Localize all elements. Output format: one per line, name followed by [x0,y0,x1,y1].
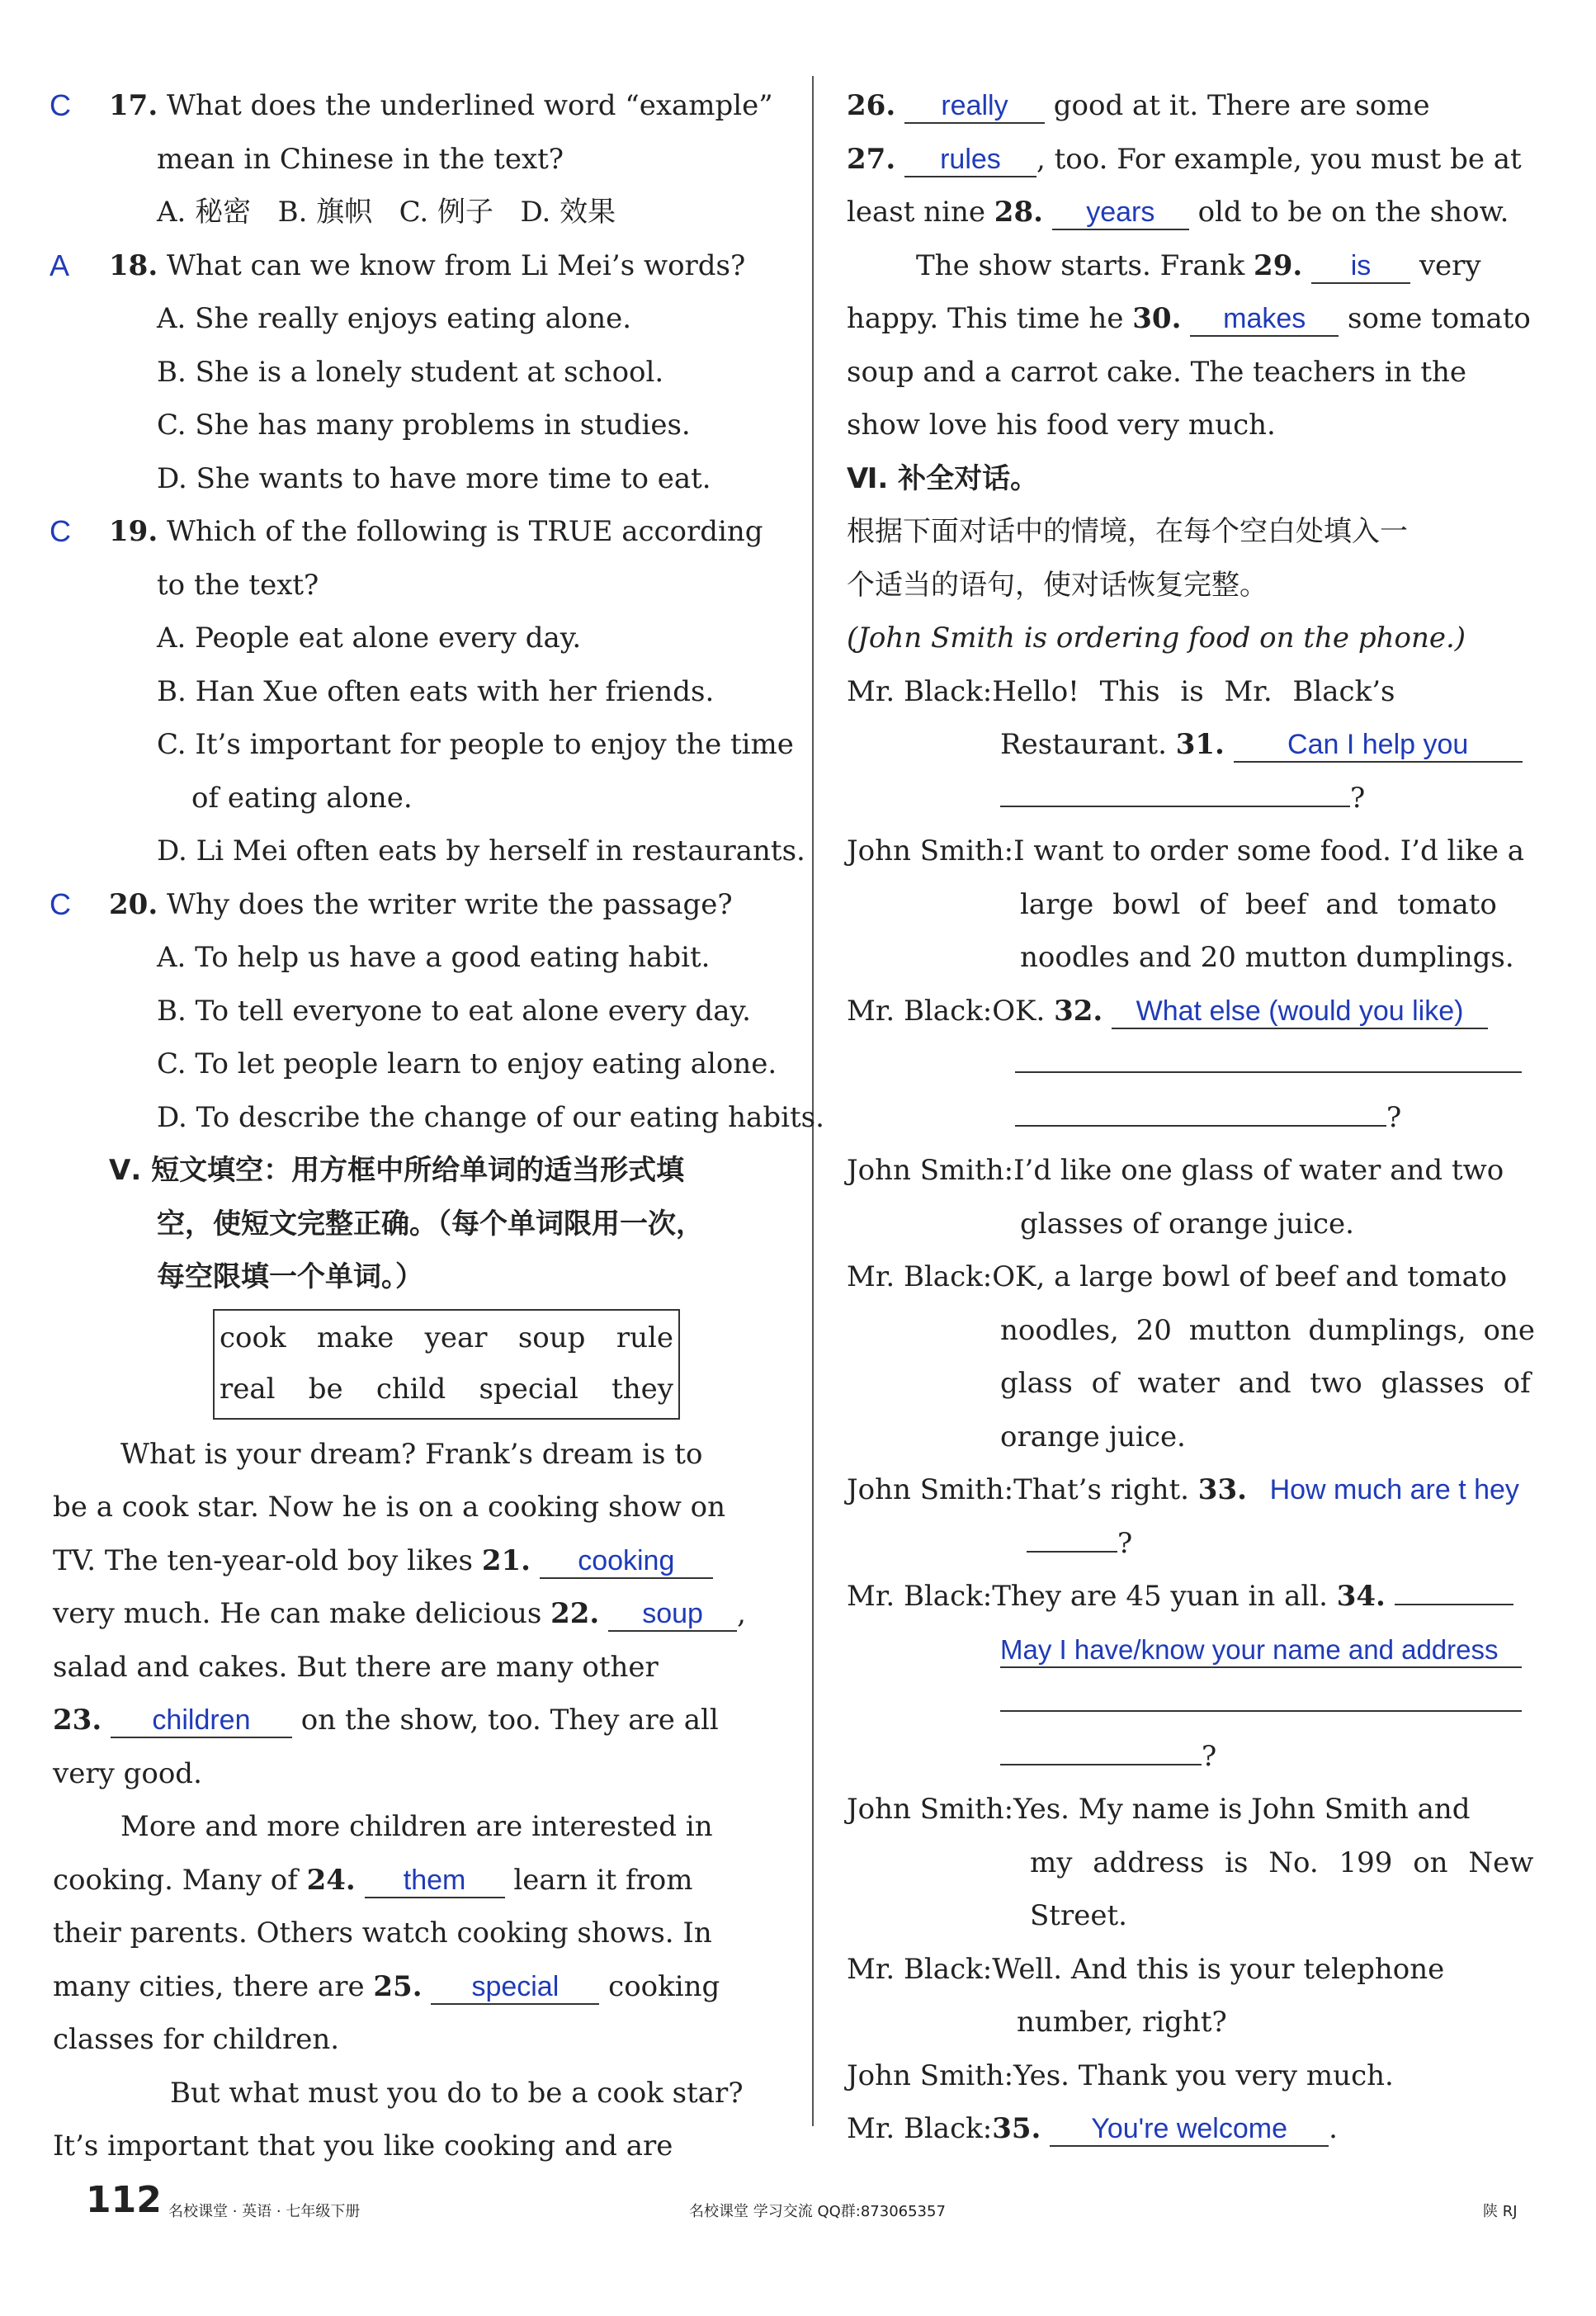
answer-28: years [1052,196,1189,230]
answer-33-blank [1027,1526,1117,1553]
section-5-title: Ⅴ. 短文填空：用方框中所给单词的适当形式填 [109,1154,685,1187]
word-box-row-1: cook make year soup rule [220,1321,673,1354]
left-column: C 17. What does the underlined word “example” mean in Chinese in the text? A. 秘密 B. 旗帜 C. 例子 D. 效果 A 18. What can we know from Li Mei’s words? A. She really enjoys eating alone. B. She is a lonely student at school. C. She has many problems in studies. D. She wants to have more time to eat. C 19. Which of the following is TRUE according to the text? A. People eat alone every day. B. Han Xue often eats with her friends. C. It’s important for people to enjoy the time of eating alone. D. Li Mei often eats by herself in restaurants. C 20. Why does the writer write the passage? A. To help us have a good eating habit. B. To tell everyone to eat alone every day. C. To let people learn to enjoy eating alone. D. To describe the change of our eating habits. Ⅴ. 短文填空：用方框中所给单词的适当形式填 空，使短文完整正确。（每个单词限用一次， 每空限填一个单词。） cook make year soup rule real be child special they What is your dream? Frank’s dream is to be a cook star. Now he is on a cooking show on TV. The ten-year-old boy likes 21. cooking very much. He can make delicious 22. soup , salad and cakes. But there are many other 23. children on the show, too. They are all very good. More and more children are interested in cooking. Many of 24. them learn it from their parents. Others watch cooking shows. In many cities, there are 25. special cooking classes for children. But what must you do to be a cook star? It’s important that you like cooking and are [50,79,792,2173]
page-number: 112 [86,2179,162,2221]
answer-23: children [111,1704,292,1738]
speaker: Mr. Black: [847,674,993,708]
cloze-passage: What is your dream? Frank’s dream is to be a cook star. Now he is on a cooking show on TV. The ten-year-old boy likes 21. cooking very much. He can make delicious 22. soup , salad and cakes. But there are many other 23. children on the show, too. They are all very good. More and more children are interested in cooking. Many of 24. them learn it from their parents. Others watch cooking shows. In many cities, there are 25. special cooking classes for children. But what must you do to be a cook star? It’s important that you like cooking and are [53,1437,746,2162]
question-17: C 17. What does the underlined word “example” [50,79,792,133]
answer-32-blank-2 [1015,1100,1386,1127]
answer-34-blank-2 [1000,1739,1202,1765]
answer-17: C [50,88,71,122]
answer-20: C [50,886,71,921]
answer-29: is [1311,249,1410,284]
answer-34: May I have/know your name and address [1000,1633,1522,1668]
answer-25: special [431,1970,599,2005]
answer-35: You're welcome [1050,2112,1329,2147]
right-column: 26. really good at it. There are some 27. rules , too. For example, you must be at least nine 28. years old to be on the show. The show starts. Frank 29. is very happy. This time he 30. makes some tomato soup and a carrot cake. The teachers in the show love his food very much. Ⅵ. 补全对话。 根据下面对话中的情境，在每个空白处填入一 个适当的语句，使对话恢复完整。 (John Smith is ordering food on the phone.) Mr. Black:Hello! This is Mr. Black’s Restaurant. 31. Can I help you ? John Smith:I want to order some food. I’d like a large bowl of beef and tomato noodles and 20 mutton dumplings. Mr. Black:OK. 32. What else (would you like) ? John Smith:I’d like one glass of water and two glasses of orange juice. Mr. Black:OK, a large bowl of beef and tomato noodles, 20 mutton dumplings, one glass of water and two glasses of orange juice. John Smith:That’s right. 33. How much are t hey ? Mr. Black:They are 45 yuan in all. 34. May I have/know your name and address ? John Smith:Yes. My name is John Smith and my address is No. 199 on New Street. Mr. Black:Well. And this is your telephone number, right? John Smith:Yes. Thank you very much. Mr. Black:35. You're welcome . [847,79,1523,2156]
section-6-title: Ⅵ. 补全对话。 [847,461,1039,495]
answer-32-blank [1015,1047,1522,1073]
footer-qq-group: 名校课堂 学习交流 QQ群:873065357 [689,2203,946,2220]
answer-34-blank [1000,1685,1522,1712]
footer-edition: 陕 RJ [1483,2203,1518,2220]
answer-31: Can I help you [1234,728,1523,763]
question-19: C 19. Which of the following is TRUE according [50,505,792,559]
answer-27: rules [904,143,1036,177]
answer-22: soup [608,1597,737,1632]
word-box-row-2: real be child special they [220,1372,673,1406]
answer-19: C [50,514,71,548]
answer-24: them [365,1864,505,1898]
answer-26: really [904,89,1045,124]
answer-30: makes [1190,302,1339,337]
answer-31-blank [1000,781,1350,807]
word-box [213,1309,680,1420]
question-20: C 20. Why does the writer write the passage? [50,878,792,932]
footer-book-title: 名校课堂 · 英语 · 七年级下册 [168,2203,361,2220]
dialogue: Mr. Black:Hello! This is Mr. Black’s Restaurant. 31. Can I help you ? John Smith:I want to order some food. I’d like a large bowl of beef and tomato noodles and 20 mutton dumplings. Mr. Black:OK. 32. What else (would you like) ? John Smith:I’d like one glass of water and two glasses of orange juice. Mr. Black:OK, a large bowl of beef and tomato noodles, 20 mutton dumplings, one glass of water and two glasses of orange juice. John Smith:That’s right. 33. How much are t hey ? Mr. Black:They are 45 yuan in all. 34. May I have/know your name and address ? John Smith:Yes. My name is John Smith and my address is No. 199 on New Street. Mr. Black:Well. And this is your telephone number, right? John Smith:Yes. Thank you very much. Mr. Black:35. You're welcome . [847,674,1535,2145]
answer-33: How much are t hey [1269,1474,1519,1505]
answer-21: cooking [540,1544,713,1579]
answer-18: A [50,248,70,282]
answer-32: What else (would you like) [1112,995,1488,1029]
question-18: A 18. What can we know from Li Mei’s words? [50,239,792,293]
question-17-options: A. 秘密 B. 旗帜 C. 例子 D. 效果 [157,196,616,229]
dialogue-context: (John Smith is ordering food on the phone.) [847,622,1466,655]
